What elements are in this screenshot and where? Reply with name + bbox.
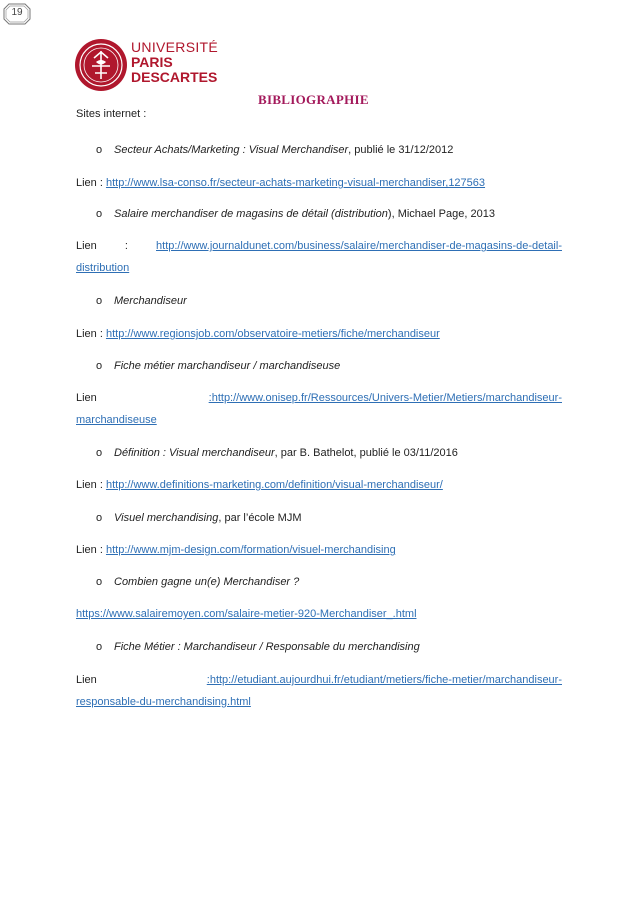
bullet-marker: o (96, 641, 103, 653)
entry-title: Visuel merchandising (114, 512, 219, 524)
entry-link-line (76, 674, 562, 686)
bullet-marker: o (96, 576, 103, 588)
entry-link-line (76, 479, 443, 491)
entry-link-line (76, 328, 440, 340)
list-item (96, 208, 495, 220)
list-item (96, 641, 420, 653)
entry-link-cont[interactable]: marchandiseuse (76, 414, 157, 426)
link-prefix: Lien : (76, 177, 106, 189)
university-logo (74, 38, 224, 94)
link-prefix: Lien : (76, 544, 106, 556)
bullet-marker: o (96, 512, 103, 524)
entry-link-cont[interactable]: distribution (76, 262, 130, 274)
entry-link[interactable]: :http://www.onisep.fr/Ressources/Univers-Metier/Metiers/marchandiseur- (208, 392, 562, 404)
entry-link-continuation (76, 414, 157, 426)
page-number: 19 (11, 7, 23, 18)
bullet-marker: o (96, 447, 103, 459)
page-title: BIBLIOGRAPHIE (258, 92, 369, 107)
list-item (96, 360, 340, 372)
entry-title: Salaire merchandiser de magasins de détail (distribution (114, 208, 388, 220)
logo-wordmark (131, 40, 218, 85)
entry-title: Fiche métier marchandiseur / marchandiseuse (114, 360, 341, 372)
entry-link-line (76, 392, 562, 404)
bullet-marker: o (96, 144, 103, 156)
list-item (96, 144, 453, 156)
page-number-badge (3, 3, 31, 25)
entry-title: Merchandiseur (114, 295, 187, 307)
entry-details: , publié le 31/12/2012 (348, 144, 454, 156)
entry-title: Définition : Visual merchandiseur (114, 447, 275, 459)
entry-details: , par B. Bathelot, publié le 03/11/2016 (274, 447, 458, 459)
entry-link-line (76, 177, 485, 189)
bullet-marker: o (96, 360, 103, 372)
entry-link[interactable]: http://www.lsa-conso.fr/secteur-achats-marketing-visual-merchandiser,127563 (105, 177, 486, 189)
entry-link[interactable]: :http://etudiant.aujourdhui.fr/etudiant/metiers/fiche-metier/marchandiseur- (206, 674, 562, 686)
entry-link-continuation (76, 262, 129, 274)
list-item (96, 295, 187, 307)
logo-line-3: DESCARTES (131, 69, 218, 85)
entry-title: Combien gagne un(e) Merchandiser ? (114, 576, 300, 588)
entry-link[interactable]: http://www.mjm-design.com/formation/visuel-merchandising (105, 544, 396, 556)
entry-link-line (76, 544, 396, 556)
entry-title: Secteur Achats/Marketing : Visual Merchandiser (114, 144, 349, 156)
entry-details: , par l’école MJM (218, 512, 302, 524)
bullet-marker: o (96, 208, 103, 220)
link-prefix: Lien (76, 392, 97, 404)
section-label: Sites internet : (76, 108, 147, 120)
entry-link-line: Lien : http://www.journaldunet.com/business/salaire/merchandiser-de-magasins-de-detail- (76, 240, 562, 252)
list-item (96, 447, 458, 459)
entry-link[interactable]: https://www.salairemoyen.com/salaire-metier-920-Merchandiser_.html (76, 608, 417, 620)
link-prefix: Lien : (76, 479, 106, 491)
link-prefix: Lien (76, 674, 97, 686)
entry-link-line (76, 608, 417, 620)
entry-link[interactable]: http://www.journaldunet.com/business/salaire/merchandiser-de-magasins-de-detail- (156, 240, 562, 252)
entry-link[interactable]: http://www.definitions-marketing.com/definition/visual-merchandiseur/ (105, 479, 443, 491)
entry-title: Fiche Métier : Marchandiseur / Responsable du merchandising (114, 641, 420, 653)
bullet-marker: o (96, 295, 103, 307)
logo-line-2: PARIS (131, 54, 173, 70)
logo-line-1: UNIVERSITÉ (131, 39, 219, 55)
entry-link[interactable]: http://www.regionsjob.com/observatoire-metiers/fiche/merchandiseur (105, 328, 440, 340)
entry-details: ), Michael Page, 2013 (387, 208, 495, 220)
university-seal-icon (74, 38, 128, 92)
link-prefix: Lien : (76, 328, 106, 340)
list-item (96, 512, 302, 524)
entry-link-continuation (76, 696, 251, 708)
list-item (96, 576, 299, 588)
entry-link-cont[interactable]: responsable-du-merchandising.html (76, 696, 251, 708)
